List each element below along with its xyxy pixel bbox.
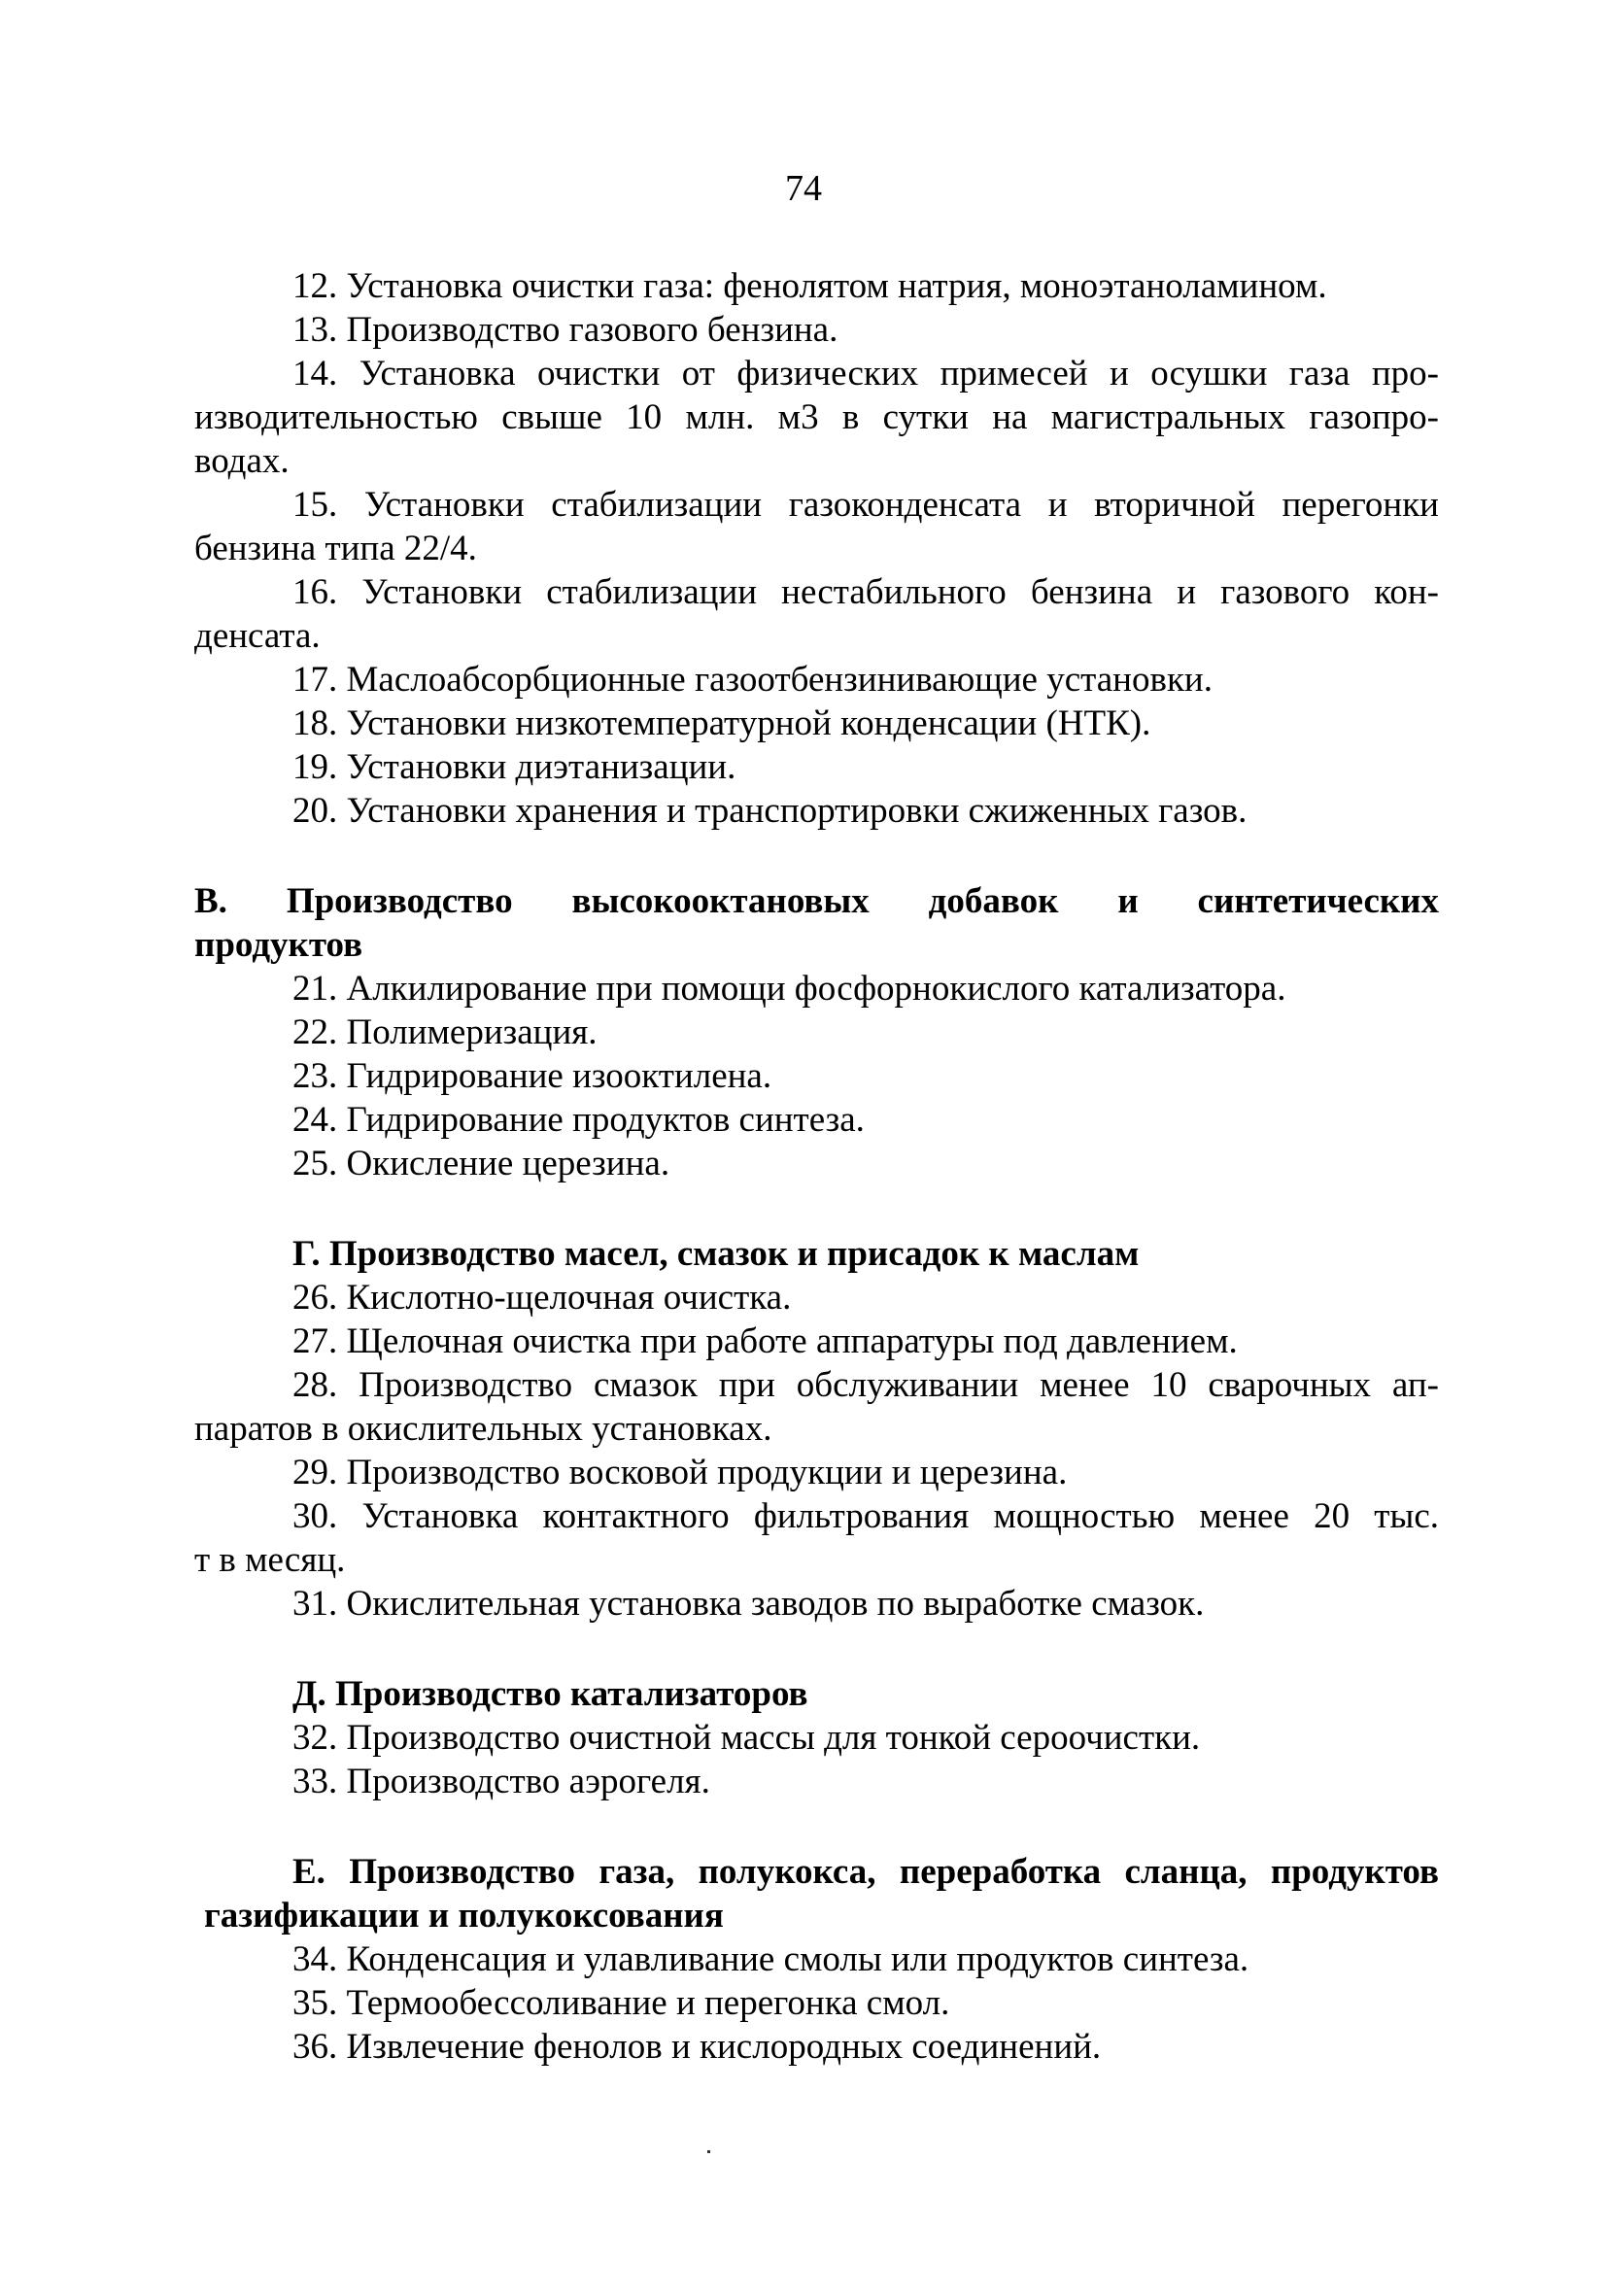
list-item-26: 26. Кислотно-щелочная очистка. [292, 1278, 792, 1318]
list-item-30-cont: т в месяц. [194, 1540, 346, 1580]
section-heading: Д. Производство катализаторов [292, 1674, 808, 1714]
list-item-16: 16. Установки стабилизации нестабильного бензина и газового кон- [292, 572, 1439, 612]
list-item-19: 19. Установки диэтанизации. [292, 747, 736, 787]
section-g [194, 1232, 1439, 1626]
list-item-15-cont: бензина типа 22/4. [194, 529, 477, 568]
document-body [194, 264, 1439, 2069]
list-item-13: 13. Производство газового бензина. [292, 310, 838, 350]
list-item-36: 36. Извлечение фенолов и кислородных соединений. [292, 2027, 1102, 2067]
list-item-28-cont: паратов в окислительных установках. [194, 1409, 772, 1449]
list-item-14-cont: водах. [194, 441, 290, 481]
list-item-14: 14. Установка очистки от физических примесей и осушки газа про- [292, 354, 1439, 394]
list-item-35: 35. Термообессоливание и перегонка смол. [292, 1983, 950, 2023]
list-item-17: 17. Маслоабсорбционные газоотбензинивающие установки. [292, 660, 1213, 700]
list-item-30: 30. Установка контактного фильтрования мощностью менее 20 тыс. [292, 1496, 1439, 1536]
list-item-12: 12. Установка очистки газа: фенолятом натрия, моноэтаноламином. [292, 266, 1327, 306]
list-item-32: 32. Производство очистной массы для тонкой сероочистки. [292, 1718, 1201, 1758]
list-item-28: 28. Производство смазок при обслуживании менее 10 сварочных ап- [292, 1365, 1439, 1405]
section-heading-cont: продуктов [194, 925, 363, 965]
list-item-34: 34. Конденсация и улавливание смолы или продуктов синтеза. [292, 1939, 1249, 1979]
list-item-15: 15. Установки стабилизации газоконденсата и вторичной перегонки [292, 485, 1439, 525]
section-e [194, 1850, 1439, 2069]
list-item-24: 24. Гидрирование продуктов синтеза. [292, 1100, 865, 1140]
list-group-a [194, 264, 1439, 833]
list-item-14-cont: изводительностью свыше 10 млн. м3 в сутки на магистральных газопро- [194, 397, 1439, 437]
list-item-16-cont: денсата. [194, 616, 321, 656]
section-heading: Е. Производство газа, полукокса, переработка сланца, продуктов [292, 1852, 1439, 1892]
list-item-23: 23. Гидрирование изооктилена. [292, 1056, 772, 1096]
list-item-18: 18. Установки низкотемпературной конденсации (НТК). [292, 703, 1151, 743]
section-heading-cont: газификации и полукоксования [204, 1896, 724, 1936]
list-item-22: 22. Полимеризация. [292, 1012, 598, 1052]
list-item-31: 31. Окислительная установка заводов по выработке смазок. [292, 1584, 1205, 1624]
section-d [194, 1672, 1439, 1803]
scan-speck [707, 2150, 710, 2153]
section-v [194, 879, 1439, 1185]
list-item-27: 27. Щелочная очистка при работе аппаратуры под давлением. [292, 1321, 1238, 1361]
list-item-25: 25. Окисление церезина. [292, 1144, 670, 1183]
list-item-33: 33. Производство аэрогеля. [292, 1762, 710, 1801]
section-heading: Г. Производство масел, смазок и присадок к маслам [292, 1234, 1140, 1274]
list-item-21: 21. Алкилирование при помощи фосфорнокислого катализатора. [292, 969, 1286, 1009]
page-number: 74 [785, 168, 822, 209]
list-item-29: 29. Производство восковой продукции и церезина. [292, 1453, 1068, 1492]
list-item-20: 20. Установки хранения и транспортировки сжиженных газов. [292, 791, 1248, 831]
section-heading: В. Производство высокооктановых добавок и синтетических [194, 881, 1439, 921]
